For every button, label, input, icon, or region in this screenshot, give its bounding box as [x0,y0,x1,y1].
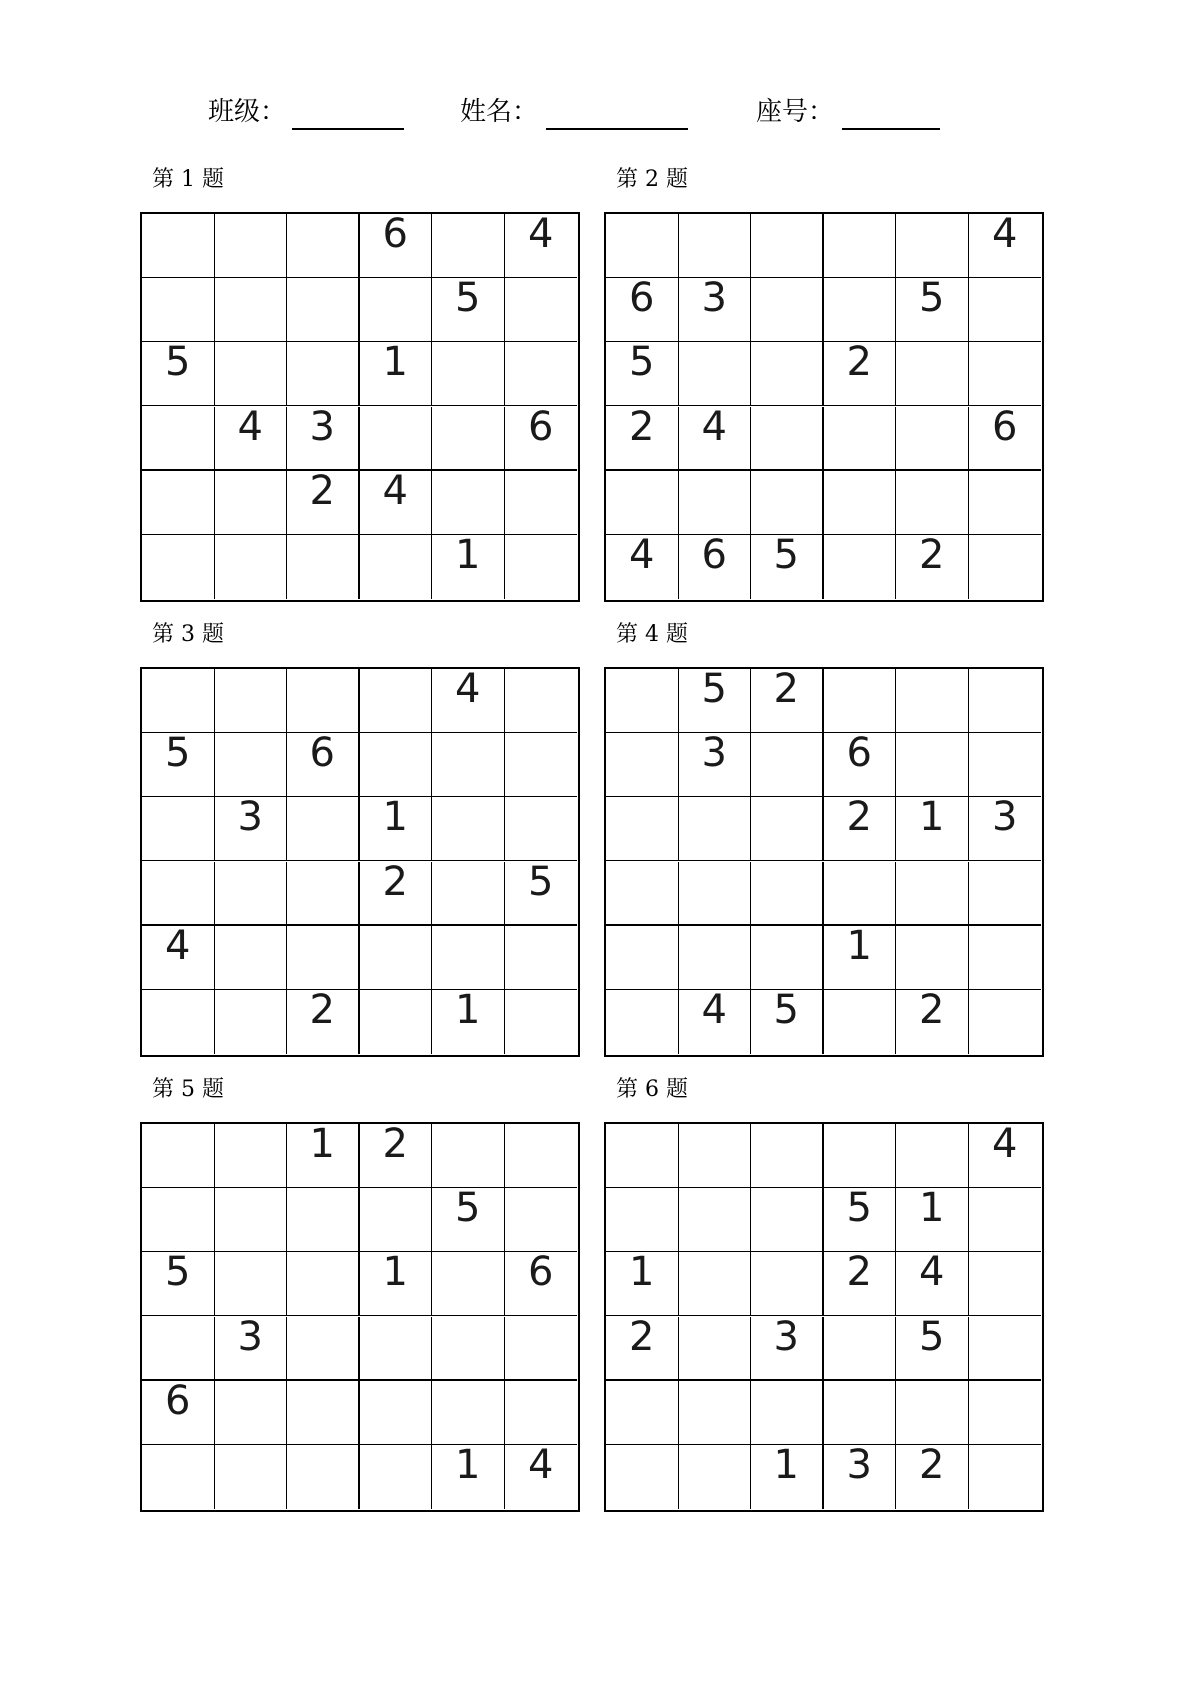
puzzle-6 [604,1076,1044,1512]
given-digit-cell: 4 [969,214,1042,278]
given-digit-cell: 2 [751,669,824,733]
empty-cell[interactable] [215,990,288,1054]
empty-cell[interactable] [287,1188,360,1252]
empty-cell[interactable] [896,669,969,733]
empty-cell[interactable] [824,862,897,926]
empty-cell[interactable] [896,1381,969,1445]
puzzle-5 [140,1076,580,1512]
empty-cell[interactable] [824,407,897,471]
empty-cell[interactable] [287,1381,360,1445]
empty-cell[interactable] [606,862,679,926]
empty-cell[interactable] [751,342,824,406]
empty-cell[interactable] [215,733,288,797]
given-digit-cell: 2 [824,797,897,861]
given-digit-cell: 2 [896,990,969,1054]
given-digit-cell: 2 [360,1124,433,1188]
empty-cell[interactable] [432,1252,505,1316]
empty-cell[interactable] [896,407,969,471]
empty-cell[interactable] [142,990,215,1054]
class-label: 班级： [208,97,287,127]
empty-cell[interactable] [969,733,1042,797]
empty-cell[interactable] [432,471,505,535]
given-digit-cell: 3 [969,797,1042,861]
empty-cell[interactable] [360,535,433,599]
empty-cell[interactable] [824,1124,897,1188]
empty-cell[interactable] [215,1445,288,1509]
empty-cell[interactable] [287,862,360,926]
empty-cell[interactable] [679,926,752,990]
empty-cell[interactable] [432,926,505,990]
given-digit-cell: 1 [287,1124,360,1188]
empty-cell[interactable] [969,1381,1042,1445]
empty-cell[interactable] [287,797,360,861]
given-digit-cell: 5 [505,862,578,926]
empty-cell[interactable] [969,1252,1042,1316]
empty-cell[interactable] [142,862,215,926]
empty-cell[interactable] [751,1252,824,1316]
given-digit-cell: 1 [432,990,505,1054]
empty-cell[interactable] [505,278,578,342]
sudoku-grid [604,1122,1044,1512]
empty-cell[interactable] [679,1188,752,1252]
empty-cell[interactable] [432,342,505,406]
given-digit-cell: 2 [287,471,360,535]
empty-cell[interactable] [142,669,215,733]
empty-cell[interactable] [360,926,433,990]
given-digit-cell: 4 [528,1441,554,1488]
empty-cell[interactable] [142,535,215,599]
puzzle-3 [140,621,580,1057]
given-digit-cell: 5 [142,733,215,797]
empty-cell[interactable] [824,1381,897,1445]
empty-cell[interactable] [751,278,824,342]
empty-cell[interactable] [505,669,578,733]
empty-cell[interactable] [969,535,1042,599]
empty-cell[interactable] [969,669,1042,733]
given-digit-cell: 4 [142,926,215,990]
empty-cell[interactable] [606,669,679,733]
empty-cell[interactable] [360,733,433,797]
empty-cell[interactable] [751,1381,824,1445]
empty-cell[interactable] [606,214,679,278]
empty-cell[interactable] [606,797,679,861]
puzzle-title: 第 2 题 [616,167,688,192]
sudoku-grid [604,212,1044,602]
empty-cell[interactable] [824,214,897,278]
empty-cell[interactable] [751,733,824,797]
given-digit-cell: 6 [287,733,360,797]
empty-cell[interactable] [824,278,897,342]
empty-cell[interactable] [824,471,897,535]
empty-cell[interactable] [215,1381,288,1445]
empty-cell[interactable] [751,926,824,990]
given-digit-cell: 3 [751,1317,824,1381]
empty-cell[interactable] [751,1188,824,1252]
given-digit-cell: 2 [824,1252,897,1316]
empty-cell[interactable] [142,1445,215,1509]
empty-cell[interactable] [751,797,824,861]
empty-cell[interactable] [606,1445,679,1509]
empty-cell[interactable] [606,990,679,1054]
puzzle-title: 第 1 题 [152,167,224,192]
empty-cell[interactable] [505,1381,578,1445]
empty-cell[interactable] [142,407,215,471]
given-digit-cell: 1 [896,797,969,861]
empty-cell[interactable] [679,471,752,535]
empty-cell[interactable] [287,535,360,599]
given-digit-cell: 4 [505,214,578,278]
empty-cell[interactable] [360,407,433,471]
given-digit-cell: 6 [142,1381,215,1445]
empty-cell[interactable] [287,1317,360,1381]
empty-cell[interactable] [432,214,505,278]
empty-cell[interactable] [142,1317,215,1381]
empty-cell[interactable] [505,535,578,599]
empty-cell[interactable] [606,926,679,990]
empty-cell[interactable] [432,797,505,861]
given-digit-cell: 5 [142,1252,215,1316]
empty-cell[interactable] [824,990,897,1054]
empty-cell[interactable] [969,862,1042,926]
empty-cell[interactable] [287,926,360,990]
puzzle-1 [140,166,580,602]
given-digit-cell: 2 [287,990,360,1054]
given-digit-cell: 5 [432,1188,505,1252]
empty-cell[interactable] [287,342,360,406]
empty-cell[interactable] [505,797,578,861]
given-digit-cell: 3 [824,1445,897,1509]
given-digit-cell: 4 [606,535,679,599]
puzzle-title: 第 4 题 [616,622,688,647]
sudoku-grid [604,667,1044,1057]
empty-cell[interactable] [969,1445,1042,1509]
empty-cell[interactable] [360,990,433,1054]
empty-cell[interactable] [969,471,1042,535]
empty-cell[interactable] [360,1188,433,1252]
given-digit-cell: 2 [606,1317,679,1381]
puzzle-title: 第 5 题 [152,1077,224,1102]
empty-cell[interactable] [679,342,752,406]
empty-cell[interactable] [215,1188,288,1252]
given-digit-cell: 3 [215,1317,288,1381]
given-digit-cell: 6 [824,733,897,797]
empty-cell[interactable] [215,1252,288,1316]
given-digit-cell: 5 [142,342,215,406]
given-digit-cell: 1 [606,1252,679,1316]
empty-cell[interactable] [142,278,215,342]
empty-cell[interactable] [751,1124,824,1188]
given-digit-cell: 6 [606,278,679,342]
empty-cell[interactable] [215,342,288,406]
empty-cell[interactable] [679,1124,752,1188]
empty-cell[interactable] [215,471,288,535]
empty-cell[interactable] [505,1188,578,1252]
class-blank-line[interactable] [292,128,404,130]
given-digit-cell: 4 [360,471,433,535]
empty-cell[interactable] [360,1445,433,1509]
given-digit-cell: 1 [751,1445,824,1509]
empty-cell[interactable] [215,278,288,342]
empty-cell[interactable] [432,862,505,926]
given-digit-cell: 4 [215,407,288,471]
puzzle-title: 第 3 题 [152,622,224,647]
given-digit-cell: 5 [679,669,752,733]
given-digit-cell: 6 [679,535,752,599]
given-digit-cell: 5 [751,990,824,1054]
given-digit-cell: 2 [824,342,897,406]
empty-cell[interactable] [287,278,360,342]
empty-cell[interactable] [215,926,288,990]
given-digit-cell: 1 [432,535,505,599]
given-digit-cell: 5 [896,1317,969,1381]
empty-cell[interactable] [679,1381,752,1445]
given-digit-cell: 6 [505,1252,578,1316]
empty-cell[interactable] [432,1381,505,1445]
empty-cell[interactable] [287,1252,360,1316]
puzzle-title: 第 6 题 [616,1077,688,1102]
empty-cell[interactable] [896,1124,969,1188]
given-digit-cell: 1 [360,797,433,861]
given-digit-cell: 6 [360,214,433,278]
given-digit-cell: 5 [751,535,824,599]
empty-cell[interactable] [824,669,897,733]
empty-cell[interactable] [679,214,752,278]
puzzle-4 [604,621,1044,1057]
empty-cell[interactable] [432,407,505,471]
given-digit-cell: 3 [215,797,288,861]
given-digit-cell: 6 [505,407,578,471]
empty-cell[interactable] [287,214,360,278]
empty-cell[interactable] [142,471,215,535]
given-digit-cell: 5 [824,1188,897,1252]
empty-cell[interactable] [896,342,969,406]
given-digit-cell: 3 [287,407,360,471]
empty-cell[interactable] [606,1124,679,1188]
given-digit-cell: 6 [969,407,1042,471]
given-digit-cell: 2 [896,1445,969,1509]
empty-cell[interactable] [824,535,897,599]
empty-cell[interactable] [505,926,578,990]
empty-cell[interactable] [969,278,1042,342]
empty-cell[interactable] [896,926,969,990]
puzzle-2 [604,166,1044,602]
empty-cell[interactable] [360,669,433,733]
empty-cell[interactable] [142,1188,215,1252]
empty-cell[interactable] [432,1124,505,1188]
empty-cell[interactable] [360,278,433,342]
empty-cell[interactable] [969,1188,1042,1252]
given-digit-cell: 1 [824,926,897,990]
empty-cell[interactable] [969,990,1042,1054]
empty-cell[interactable] [505,1124,578,1188]
empty-cell[interactable] [287,669,360,733]
empty-cell[interactable] [142,214,215,278]
empty-cell[interactable] [606,1188,679,1252]
sudoku-grid [140,1122,580,1512]
empty-cell[interactable] [679,1445,752,1509]
empty-cell[interactable] [505,1317,578,1381]
empty-cell[interactable] [505,990,578,1054]
empty-cell[interactable] [679,1252,752,1316]
empty-cell[interactable] [751,862,824,926]
given-digit-cell: 2 [896,535,969,599]
empty-cell[interactable] [360,1381,433,1445]
empty-cell[interactable] [505,733,578,797]
empty-cell[interactable] [896,471,969,535]
seat-label: 座号： [756,97,835,127]
empty-cell[interactable] [679,1317,752,1381]
empty-cell[interactable] [824,1317,897,1381]
empty-cell[interactable] [505,471,578,535]
given-digit-cell: 1 [360,342,433,406]
empty-cell[interactable] [969,926,1042,990]
empty-cell[interactable] [606,733,679,797]
empty-cell[interactable] [679,862,752,926]
empty-cell[interactable] [896,214,969,278]
empty-cell[interactable] [751,214,824,278]
empty-cell[interactable] [751,407,824,471]
given-digit-cell: 1 [896,1188,969,1252]
empty-cell[interactable] [969,1317,1042,1381]
name-label: 姓名： [460,97,539,127]
empty-cell[interactable] [969,342,1042,406]
empty-cell[interactable] [432,1317,505,1381]
empty-cell[interactable] [215,214,288,278]
empty-cell[interactable] [215,1124,288,1188]
empty-cell[interactable] [432,733,505,797]
empty-cell[interactable] [215,535,288,599]
empty-cell[interactable] [505,342,578,406]
given-digit-cell: 4 [432,669,505,733]
empty-cell[interactable] [215,669,288,733]
given-digit-cell: 2 [606,407,679,471]
empty-cell[interactable] [142,797,215,861]
seat-blank-line[interactable] [842,128,940,130]
name-blank-line[interactable] [546,128,688,130]
given-digit-cell: 2 [360,862,433,926]
given-digit-cell: 5 [606,342,679,406]
empty-cell[interactable] [896,862,969,926]
empty-cell[interactable] [896,733,969,797]
given-digit-cell: 1 [432,1445,505,1509]
given-digit-cell: 4 [679,407,752,471]
empty-cell[interactable] [287,1445,360,1509]
empty-cell[interactable] [751,471,824,535]
sudoku-grid [140,212,580,602]
empty-cell[interactable] [142,1124,215,1188]
given-digit-cell: 3 [679,278,752,342]
given-digit-cell: 5 [432,278,505,342]
empty-cell[interactable] [606,471,679,535]
given-digit-cell: 1 [360,1252,433,1316]
sudoku-grid [140,667,580,1057]
given-digit-cell: 3 [679,733,752,797]
empty-cell[interactable] [360,1317,433,1381]
given-digit-cell: 4 [969,1124,1042,1188]
given-digit-cell: 4 [679,990,752,1054]
empty-cell[interactable] [215,862,288,926]
empty-cell[interactable] [679,797,752,861]
given-digit-cell: 4 [896,1252,969,1316]
student-info-header [0,92,1191,132]
empty-cell[interactable] [606,1381,679,1445]
given-digit-cell: 5 [896,278,969,342]
